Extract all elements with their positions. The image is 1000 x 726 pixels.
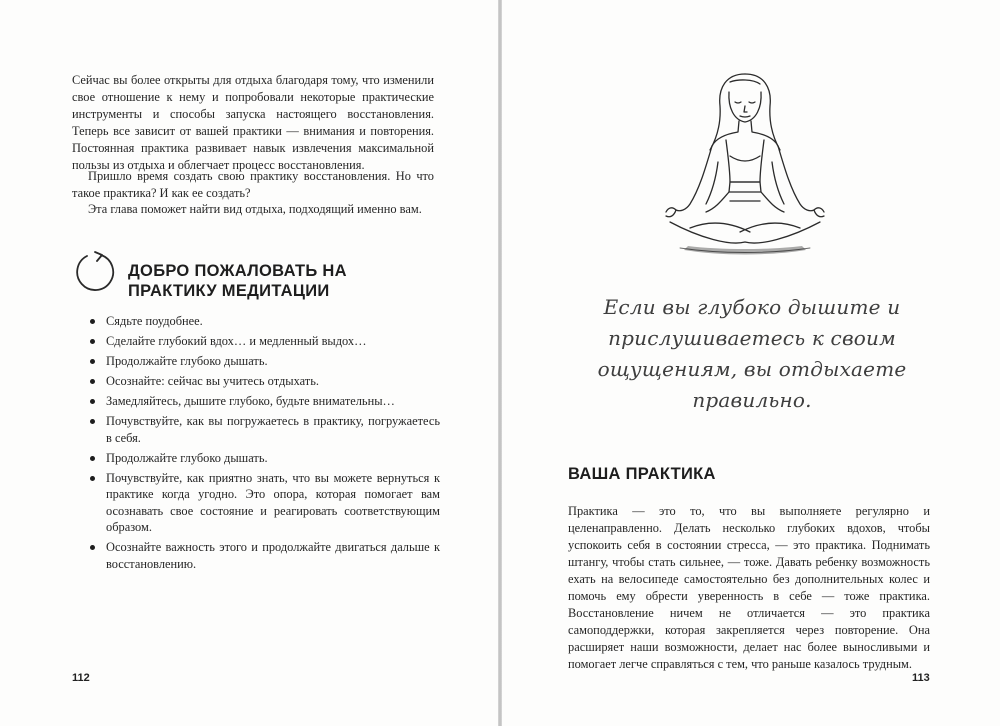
bullet-icon [90, 419, 95, 424]
list-item [88, 450, 440, 467]
intro-paragraph-1: Сейчас вы более открыты для отдыха благодаря тому, что изменили свое отношение к нему и попробовали некоторые практические инструменты и способы запуска настоящего восстановления. Теперь все зависит от вашей практики — внимания и повторения. Постоянная практика развивает навык извлечения максимальной пользы из отдыха и облегчает процесс восстановления. [72, 73, 434, 172]
bullet-icon [90, 359, 95, 364]
meditation-section-title: ДОБРО ПОЖАЛОВАТЬ НА ПРАКТИКУ МЕДИТАЦИИ [128, 262, 347, 300]
list-item-text: Сделайте глубокий вдох… и медленный выдох… [106, 334, 367, 348]
bullet-icon [90, 339, 95, 344]
list-item-text: Замедляйтесь, дышите глубоко, будьте внимательны… [106, 394, 395, 408]
list-item [88, 313, 440, 330]
list-item-text: Почувствуйте, как вы погружаетесь в практику, погружаетесь в себя. [106, 414, 440, 445]
page-number-right: 113 [912, 672, 930, 684]
list-item-text: Продолжайте глубоко дышать. [106, 354, 268, 368]
intro-paragraph-2: Пришло время создать свою практику восстановления. Но что такое практика? И как ее создать? [72, 169, 434, 200]
list-item-text: Почувствуйте, как приятно знать, что вы можете вернуться к практике когда угодно. Это опора, которая помогает вам осознавать свое состояние и реагировать соответствующим образом. [106, 470, 440, 534]
list-item-text: Осознайте: сейчас вы учитесь отдыхать. [106, 374, 319, 388]
practice-body-paragraph: Практика — это то, что вы выполняете регулярно и целенаправленно. Делать несколько глубоких вдохов, чтобы успокоить себя в состоянии стресса, — это практика. Поднимать штангу, чтобы стать сильнее, — тоже. Давать ребенку возможность ехать на велосипеде самостоятельно без дополнительных колес и помочь ему обрести уверенность в себе — тоже практика. Восстановление ничем не отличается — это практика самоподдержки, которая закрепляется через повторение. Она расширяет наши возможности, делает нас более выносливыми и помогает легче справляться с тем, что раньше казалось трудным. [568, 504, 930, 671]
bullet-icon [90, 319, 95, 324]
list-item-text: Сядьте поудобнее. [106, 314, 203, 328]
meditation-steps-list [88, 313, 440, 576]
list-item [88, 393, 440, 410]
list-item [88, 373, 440, 390]
bullet-icon [90, 399, 95, 404]
bullet-icon [90, 379, 95, 384]
list-item [88, 413, 440, 446]
page-number-left: 112 [72, 672, 90, 684]
list-item [88, 470, 440, 536]
list-item-text: Осознайте важность этого и продолжайте двигаться дальше к восстановлению. [106, 540, 440, 571]
list-item [88, 333, 440, 350]
intro-paragraph-3: Эта глава поможет найти вид отдыха, подходящий именно вам. [88, 202, 422, 216]
list-item [88, 539, 440, 572]
list-item-text: Продолжайте глубоко дышать. [106, 450, 268, 465]
bullet-icon [90, 545, 95, 550]
bullet-icon [90, 476, 95, 481]
refresh-cycle-icon [72, 249, 118, 295]
list-item [88, 353, 440, 370]
pull-quote: Если вы глубоко дышите и прислушиваетесь к своим ощущениям, вы отдыхаете правильно. [597, 295, 907, 412]
meditating-woman-illustration [660, 70, 830, 265]
your-practice-section-title: ВАША ПРАКТИКА [568, 465, 716, 483]
bullet-icon [90, 456, 95, 461]
